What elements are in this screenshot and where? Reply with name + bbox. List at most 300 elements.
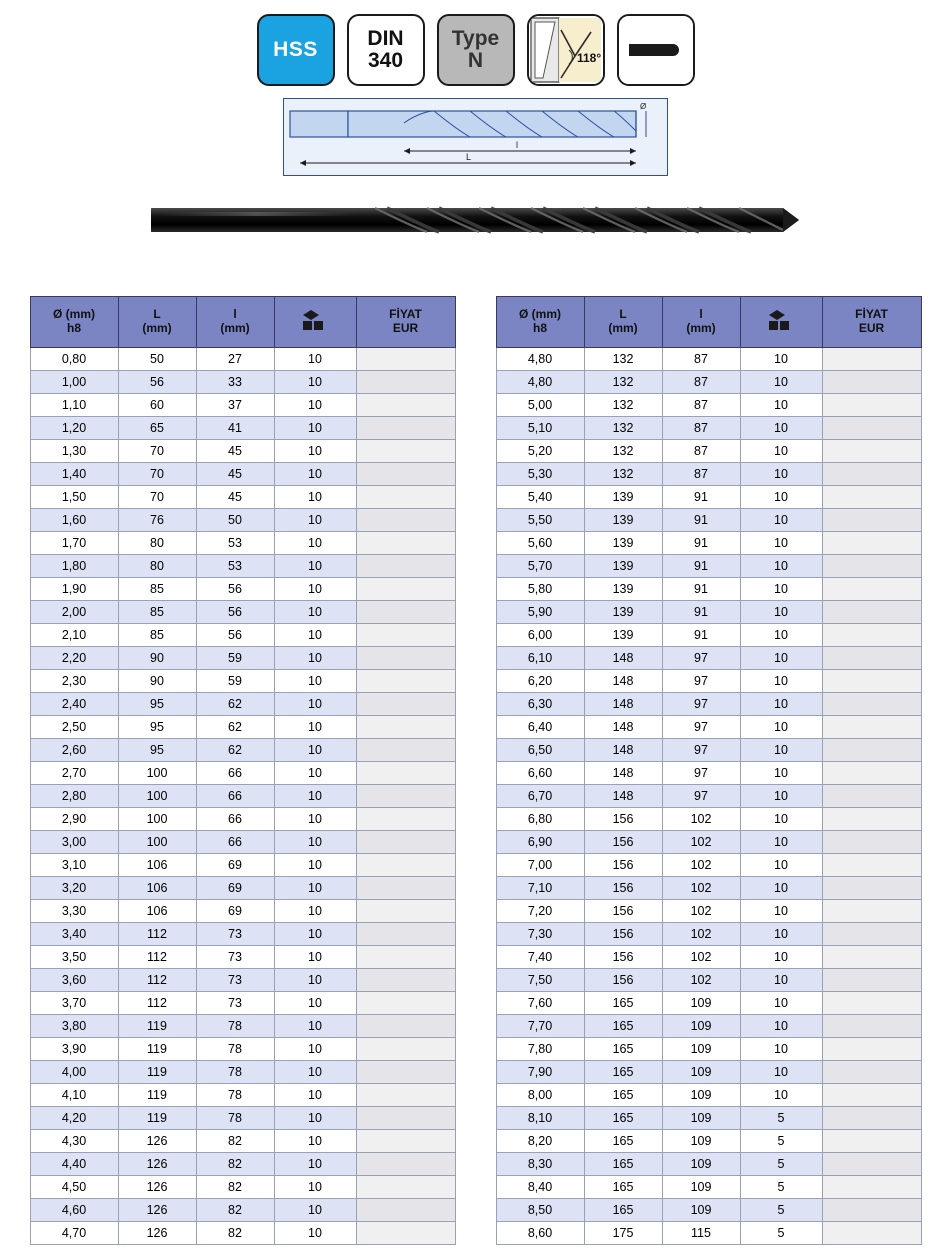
- cell-packaging: 10: [740, 785, 822, 808]
- cell-packaging: 10: [740, 417, 822, 440]
- cell-price[interactable]: [822, 578, 921, 601]
- table-row: [496, 463, 921, 486]
- cell-price[interactable]: [822, 440, 921, 463]
- cell-total-length: 156: [584, 808, 662, 831]
- cell-price[interactable]: [356, 601, 455, 624]
- cell-price[interactable]: [822, 831, 921, 854]
- cell-flute-length: 97: [662, 785, 740, 808]
- cell-flute-length: 87: [662, 348, 740, 371]
- table-header-row: [30, 297, 455, 348]
- cell-packaging: 10: [274, 693, 356, 716]
- cell-flute-length: 91: [662, 486, 740, 509]
- table-row: [30, 1061, 455, 1084]
- table-row: [496, 923, 921, 946]
- cell-packaging: 10: [274, 624, 356, 647]
- cell-total-length: 165: [584, 1038, 662, 1061]
- cell-price[interactable]: [822, 808, 921, 831]
- cell-total-length: 90: [118, 647, 196, 670]
- cell-price[interactable]: [356, 1176, 455, 1199]
- table-row: [496, 946, 921, 969]
- cell-diameter: 3,20: [30, 877, 118, 900]
- cell-diameter: 0,80: [30, 348, 118, 371]
- cell-price[interactable]: [356, 1199, 455, 1222]
- cell-flute-length: 102: [662, 831, 740, 854]
- cell-total-length: 139: [584, 578, 662, 601]
- badge-row: [0, 0, 951, 86]
- table-row: [496, 877, 921, 900]
- table-row: [30, 1084, 455, 1107]
- cell-total-length: 70: [118, 463, 196, 486]
- cell-flute-length: 102: [662, 877, 740, 900]
- cell-packaging: 10: [740, 854, 822, 877]
- cell-packaging: 10: [274, 1130, 356, 1153]
- cell-price[interactable]: [822, 394, 921, 417]
- type-badge-label-2: N: [467, 49, 484, 72]
- cell-flute-length: 37: [196, 394, 274, 417]
- cell-diameter: 5,20: [496, 440, 584, 463]
- cell-diameter: 7,80: [496, 1038, 584, 1061]
- table-row: [496, 578, 921, 601]
- header-price: FİYAT EUR: [822, 297, 921, 348]
- cell-price[interactable]: [822, 601, 921, 624]
- cell-total-length: 100: [118, 808, 196, 831]
- cell-diameter: 8,50: [496, 1199, 584, 1222]
- cell-price[interactable]: [822, 1130, 921, 1153]
- cell-price[interactable]: [822, 624, 921, 647]
- drill-bit-photo: [151, 190, 801, 250]
- cell-flute-length: 109: [662, 1061, 740, 1084]
- cell-price[interactable]: [356, 1038, 455, 1061]
- table-row: [496, 739, 921, 762]
- cell-total-length: 85: [118, 578, 196, 601]
- cell-diameter: 1,00: [30, 371, 118, 394]
- cell-flute-length: 82: [196, 1130, 274, 1153]
- svg-text:118°: 118°: [576, 51, 601, 65]
- cell-packaging: 10: [740, 969, 822, 992]
- table-row: [30, 624, 455, 647]
- cell-price[interactable]: [822, 555, 921, 578]
- cell-packaging: 10: [740, 532, 822, 555]
- cell-diameter: 1,40: [30, 463, 118, 486]
- cell-flute-length: 41: [196, 417, 274, 440]
- cell-price[interactable]: [356, 946, 455, 969]
- cell-price[interactable]: [822, 716, 921, 739]
- cell-price[interactable]: [356, 923, 455, 946]
- cell-flute-length: 69: [196, 854, 274, 877]
- cell-flute-length: 33: [196, 371, 274, 394]
- cell-price[interactable]: [356, 670, 455, 693]
- cell-price[interactable]: [356, 509, 455, 532]
- cell-packaging: 10: [274, 1084, 356, 1107]
- cell-price[interactable]: [822, 670, 921, 693]
- cell-flute-length: 109: [662, 1038, 740, 1061]
- cell-price[interactable]: [822, 992, 921, 1015]
- cell-flute-length: 73: [196, 923, 274, 946]
- cell-packaging: 10: [740, 762, 822, 785]
- cell-flute-length: 102: [662, 854, 740, 877]
- cell-diameter: 5,90: [496, 601, 584, 624]
- spec-table-left: [30, 296, 456, 1245]
- cell-total-length: 165: [584, 992, 662, 1015]
- table-row: [30, 348, 455, 371]
- cell-diameter: 1,30: [30, 440, 118, 463]
- cell-packaging: 5: [740, 1107, 822, 1130]
- cell-flute-length: 66: [196, 808, 274, 831]
- cell-total-length: 56: [118, 371, 196, 394]
- cell-price[interactable]: [822, 371, 921, 394]
- drill-technical-drawing: [284, 99, 667, 175]
- cell-diameter: 7,30: [496, 923, 584, 946]
- cell-price[interactable]: [356, 716, 455, 739]
- cell-price[interactable]: [356, 1153, 455, 1176]
- cell-packaging: 5: [740, 1153, 822, 1176]
- cell-total-length: 175: [584, 1222, 662, 1245]
- cell-price[interactable]: [356, 693, 455, 716]
- spec-table-right-body: [496, 348, 921, 1245]
- table-row: [30, 1199, 455, 1222]
- cell-price[interactable]: [356, 762, 455, 785]
- table-row: [496, 486, 921, 509]
- table-row: [496, 647, 921, 670]
- cell-flute-length: 78: [196, 1061, 274, 1084]
- cell-price[interactable]: [822, 348, 921, 371]
- cell-packaging: 5: [740, 1176, 822, 1199]
- cell-packaging: 5: [740, 1222, 822, 1245]
- cell-packaging: 10: [274, 1107, 356, 1130]
- cell-price[interactable]: [356, 854, 455, 877]
- cell-flute-length: 109: [662, 1199, 740, 1222]
- table-row: [30, 578, 455, 601]
- table-row: [496, 371, 921, 394]
- table-row: [496, 532, 921, 555]
- cell-price[interactable]: [356, 486, 455, 509]
- table-row: [30, 877, 455, 900]
- table-row: [496, 601, 921, 624]
- cell-packaging: 10: [274, 1199, 356, 1222]
- cell-price[interactable]: [356, 348, 455, 371]
- cell-packaging: 10: [274, 969, 356, 992]
- cell-flute-length: 109: [662, 1130, 740, 1153]
- cell-price[interactable]: [822, 1153, 921, 1176]
- table-row: [30, 808, 455, 831]
- cell-price[interactable]: [822, 1015, 921, 1038]
- cell-diameter: 4,50: [30, 1176, 118, 1199]
- table-row: [30, 900, 455, 923]
- cell-price[interactable]: [822, 1107, 921, 1130]
- cell-diameter: 3,80: [30, 1015, 118, 1038]
- cell-flute-length: 73: [196, 969, 274, 992]
- cell-packaging: 10: [274, 1061, 356, 1084]
- cell-total-length: 139: [584, 532, 662, 555]
- table-row: [496, 785, 921, 808]
- cell-flute-length: 109: [662, 1015, 740, 1038]
- cell-packaging: 10: [274, 739, 356, 762]
- cell-price[interactable]: [822, 1199, 921, 1222]
- cell-price[interactable]: [356, 532, 455, 555]
- cell-total-length: 119: [118, 1084, 196, 1107]
- cell-flute-length: 97: [662, 762, 740, 785]
- cell-flute-length: 102: [662, 969, 740, 992]
- cell-diameter: 3,90: [30, 1038, 118, 1061]
- cell-price[interactable]: [822, 900, 921, 923]
- cell-price[interactable]: [356, 1222, 455, 1245]
- cell-diameter: 3,30: [30, 900, 118, 923]
- cell-total-length: 106: [118, 900, 196, 923]
- cell-packaging: 10: [274, 647, 356, 670]
- cell-flute-length: 66: [196, 785, 274, 808]
- table-row: [30, 1038, 455, 1061]
- cell-flute-length: 78: [196, 1084, 274, 1107]
- cell-total-length: 132: [584, 440, 662, 463]
- cell-price[interactable]: [356, 1084, 455, 1107]
- cell-total-length: 50: [118, 348, 196, 371]
- table-row: [30, 946, 455, 969]
- cell-price[interactable]: [356, 831, 455, 854]
- cell-packaging: 10: [740, 946, 822, 969]
- cell-diameter: 6,80: [496, 808, 584, 831]
- hss-badge: [257, 14, 335, 86]
- cell-price[interactable]: [356, 371, 455, 394]
- din-badge-label-2: 340: [367, 49, 404, 72]
- spec-table-left-body: [30, 348, 455, 1245]
- cell-diameter: 2,80: [30, 785, 118, 808]
- header-flute-length: l (mm): [196, 297, 274, 348]
- cell-packaging: 10: [274, 394, 356, 417]
- cell-total-length: 148: [584, 785, 662, 808]
- cell-packaging: 10: [740, 877, 822, 900]
- cell-price[interactable]: [822, 693, 921, 716]
- cell-price[interactable]: [822, 417, 921, 440]
- cell-flute-length: 82: [196, 1199, 274, 1222]
- header-packaging: [274, 297, 356, 348]
- table-row: [496, 992, 921, 1015]
- cell-flute-length: 87: [662, 440, 740, 463]
- cell-flute-length: 109: [662, 1084, 740, 1107]
- cell-total-length: 139: [584, 555, 662, 578]
- cell-price[interactable]: [822, 486, 921, 509]
- cell-diameter: 7,20: [496, 900, 584, 923]
- header-diameter: Ø (mm) h8: [496, 297, 584, 348]
- cell-total-length: 148: [584, 693, 662, 716]
- cell-packaging: 10: [274, 716, 356, 739]
- cell-price[interactable]: [356, 555, 455, 578]
- cell-diameter: 1,80: [30, 555, 118, 578]
- cell-total-length: 112: [118, 969, 196, 992]
- cell-total-length: 165: [584, 1153, 662, 1176]
- cell-price[interactable]: [822, 1176, 921, 1199]
- cell-price[interactable]: [356, 785, 455, 808]
- cell-packaging: 10: [740, 693, 822, 716]
- cell-flute-length: 50: [196, 509, 274, 532]
- cell-flute-length: 53: [196, 555, 274, 578]
- cell-flute-length: 102: [662, 808, 740, 831]
- table-row: [496, 1038, 921, 1061]
- cell-diameter: 5,10: [496, 417, 584, 440]
- table-row: [30, 647, 455, 670]
- cell-total-length: 95: [118, 693, 196, 716]
- cell-price[interactable]: [356, 808, 455, 831]
- cell-diameter: 7,90: [496, 1061, 584, 1084]
- cell-packaging: 10: [274, 509, 356, 532]
- cell-flute-length: 59: [196, 670, 274, 693]
- cell-packaging: 10: [740, 440, 822, 463]
- table-row: [496, 394, 921, 417]
- cell-price[interactable]: [356, 417, 455, 440]
- cell-flute-length: 73: [196, 992, 274, 1015]
- cell-total-length: 148: [584, 670, 662, 693]
- table-row: [30, 1130, 455, 1153]
- table-row: [496, 1222, 921, 1245]
- cell-price[interactable]: [822, 739, 921, 762]
- table-row: [496, 1061, 921, 1084]
- cell-diameter: 7,40: [496, 946, 584, 969]
- table-row: [496, 624, 921, 647]
- cell-price[interactable]: [822, 647, 921, 670]
- cell-price[interactable]: [356, 463, 455, 486]
- svg-text:L: L: [466, 152, 472, 162]
- cell-flute-length: 69: [196, 877, 274, 900]
- cell-packaging: 10: [274, 670, 356, 693]
- cell-total-length: 165: [584, 1061, 662, 1084]
- table-row: [496, 1084, 921, 1107]
- cell-packaging: 10: [274, 1176, 356, 1199]
- cell-price[interactable]: [822, 1222, 921, 1245]
- shank-badge: [617, 14, 695, 86]
- cell-price[interactable]: [356, 900, 455, 923]
- cell-packaging: 10: [740, 348, 822, 371]
- cell-price[interactable]: [822, 1061, 921, 1084]
- cell-flute-length: 82: [196, 1176, 274, 1199]
- cell-diameter: 5,80: [496, 578, 584, 601]
- cell-flute-length: 78: [196, 1038, 274, 1061]
- table-row: [496, 348, 921, 371]
- cell-flute-length: 91: [662, 555, 740, 578]
- cell-price[interactable]: [356, 647, 455, 670]
- cell-packaging: 10: [274, 348, 356, 371]
- cell-total-length: 165: [584, 1199, 662, 1222]
- cell-packaging: 10: [274, 1038, 356, 1061]
- cell-price[interactable]: [822, 854, 921, 877]
- cell-packaging: 10: [740, 394, 822, 417]
- table-row: [30, 1153, 455, 1176]
- cell-packaging: 10: [274, 877, 356, 900]
- cell-packaging: 10: [274, 486, 356, 509]
- cell-total-length: 119: [118, 1015, 196, 1038]
- table-row: [30, 716, 455, 739]
- cell-price[interactable]: [356, 877, 455, 900]
- cell-diameter: 3,70: [30, 992, 118, 1015]
- cell-price[interactable]: [356, 1061, 455, 1084]
- cell-total-length: 90: [118, 670, 196, 693]
- table-row: [30, 532, 455, 555]
- cell-diameter: 8,60: [496, 1222, 584, 1245]
- cell-packaging: 10: [740, 831, 822, 854]
- cell-total-length: 139: [584, 601, 662, 624]
- cell-total-length: 126: [118, 1176, 196, 1199]
- cell-diameter: 6,20: [496, 670, 584, 693]
- cell-packaging: 10: [274, 1153, 356, 1176]
- cell-price[interactable]: [822, 923, 921, 946]
- cell-packaging: 10: [274, 601, 356, 624]
- cell-total-length: 132: [584, 463, 662, 486]
- cell-diameter: 6,60: [496, 762, 584, 785]
- cell-flute-length: 62: [196, 739, 274, 762]
- cell-diameter: 4,20: [30, 1107, 118, 1130]
- cell-packaging: 10: [740, 555, 822, 578]
- cell-price[interactable]: [822, 877, 921, 900]
- cell-price[interactable]: [356, 969, 455, 992]
- cell-price[interactable]: [356, 624, 455, 647]
- package-icon: [768, 309, 794, 331]
- cell-flute-length: 27: [196, 348, 274, 371]
- cell-packaging: 10: [740, 923, 822, 946]
- cell-price[interactable]: [356, 578, 455, 601]
- cell-price[interactable]: [822, 946, 921, 969]
- cell-total-length: 119: [118, 1107, 196, 1130]
- cell-price[interactable]: [822, 463, 921, 486]
- point-angle-badge: [527, 14, 605, 86]
- cell-total-length: 85: [118, 601, 196, 624]
- cell-diameter: 6,40: [496, 716, 584, 739]
- cell-price[interactable]: [822, 509, 921, 532]
- cell-flute-length: 56: [196, 624, 274, 647]
- table-row: [30, 670, 455, 693]
- cell-diameter: 1,20: [30, 417, 118, 440]
- cell-flute-length: 45: [196, 463, 274, 486]
- cell-price[interactable]: [356, 1015, 455, 1038]
- cell-packaging: 10: [274, 440, 356, 463]
- cell-price[interactable]: [822, 532, 921, 555]
- header-diameter: Ø (mm) h8: [30, 297, 118, 348]
- table-row: [496, 693, 921, 716]
- cell-price[interactable]: [822, 762, 921, 785]
- cell-packaging: 10: [740, 463, 822, 486]
- cell-price[interactable]: [822, 785, 921, 808]
- cell-total-length: 60: [118, 394, 196, 417]
- cell-packaging: 10: [274, 371, 356, 394]
- cell-total-length: 95: [118, 716, 196, 739]
- point-angle-icon: [529, 16, 603, 84]
- cell-flute-length: 53: [196, 532, 274, 555]
- cell-price[interactable]: [822, 1038, 921, 1061]
- cell-packaging: 10: [274, 785, 356, 808]
- cell-diameter: 8,30: [496, 1153, 584, 1176]
- cell-diameter: 2,70: [30, 762, 118, 785]
- table-row: [30, 1222, 455, 1245]
- table-row: [496, 1176, 921, 1199]
- din-badge: [347, 14, 425, 86]
- cell-price[interactable]: [356, 1107, 455, 1130]
- cell-total-length: 106: [118, 877, 196, 900]
- cell-price[interactable]: [356, 440, 455, 463]
- cell-diameter: 5,60: [496, 532, 584, 555]
- cell-flute-length: 91: [662, 578, 740, 601]
- cell-diameter: 4,30: [30, 1130, 118, 1153]
- cell-total-length: 126: [118, 1153, 196, 1176]
- cell-price[interactable]: [356, 992, 455, 1015]
- cell-total-length: 156: [584, 877, 662, 900]
- cell-price[interactable]: [822, 969, 921, 992]
- cell-price[interactable]: [356, 739, 455, 762]
- cell-price[interactable]: [356, 1130, 455, 1153]
- cell-packaging: 10: [274, 992, 356, 1015]
- header-flute-length: l (mm): [662, 297, 740, 348]
- cell-diameter: 1,60: [30, 509, 118, 532]
- cell-price[interactable]: [356, 394, 455, 417]
- table-row: [30, 1176, 455, 1199]
- cell-diameter: 2,30: [30, 670, 118, 693]
- cell-price[interactable]: [822, 1084, 921, 1107]
